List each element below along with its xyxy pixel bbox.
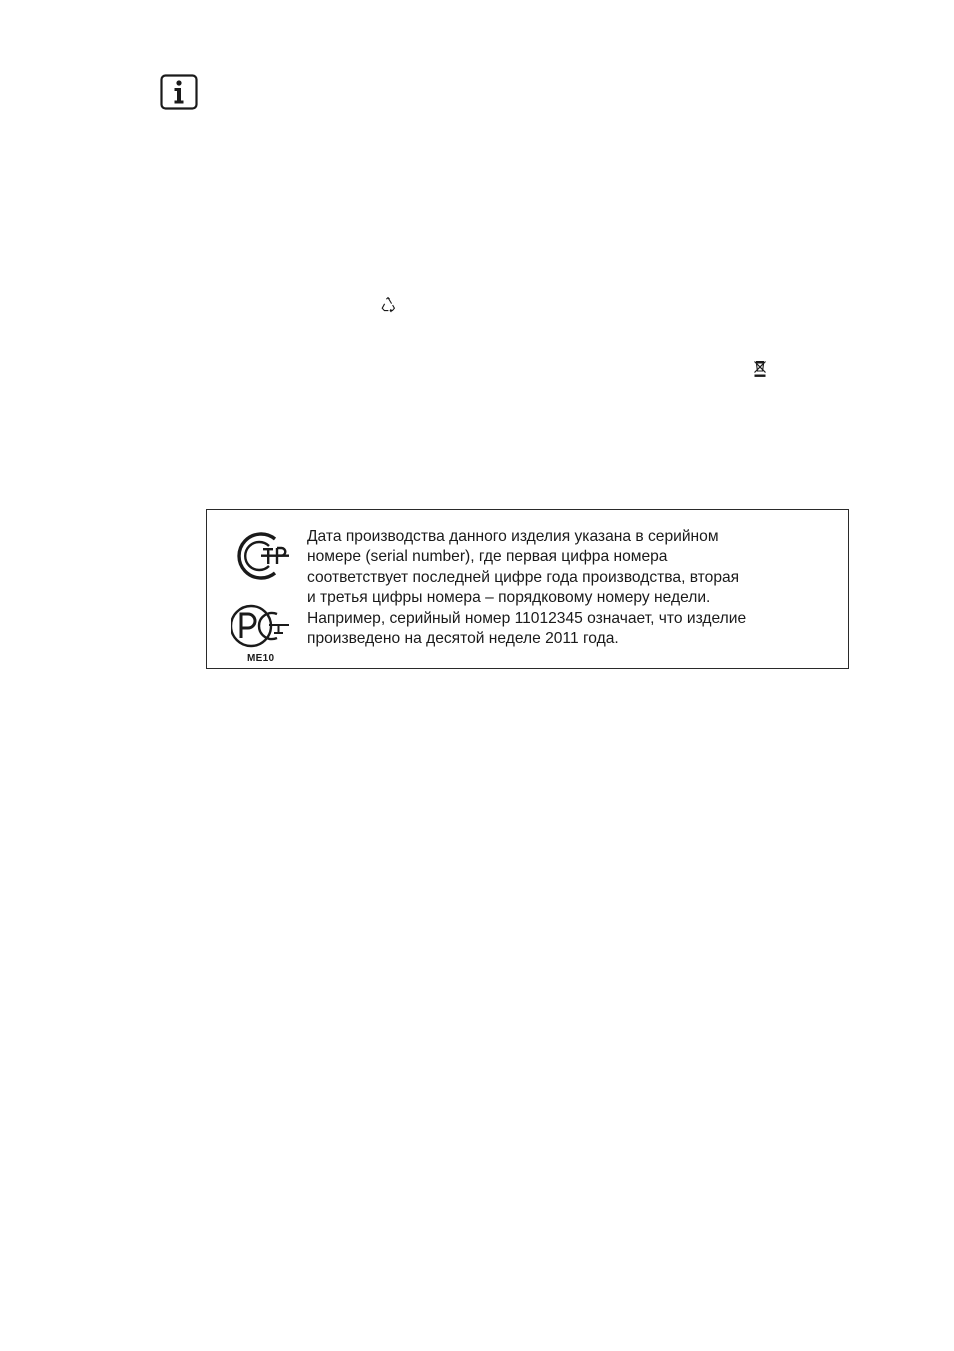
crossed-out-wheelie-bin-icon	[753, 360, 767, 378]
recycle-icon	[379, 296, 397, 314]
notice-line: соответствует последней цифре года производства, вторая	[307, 568, 740, 586]
notice-line: произведено на десятой неделе 2011 года.	[307, 630, 619, 648]
notice-line: номере (serial number), где первая цифра номера	[307, 548, 668, 566]
eac-certification-logo	[231, 530, 293, 582]
production-date-notice-text	[307, 527, 842, 649]
certification-notice	[206, 509, 849, 669]
notice-line: Например, серийный номер 11012345 означает, что изделие	[307, 609, 747, 627]
pct-certification-logo	[231, 602, 293, 650]
certification-logos	[229, 526, 299, 664]
certification-code: ME10	[247, 653, 275, 664]
notice-line: и третья цифры номера – порядковому номеру недели.	[307, 589, 711, 607]
info-icon	[160, 74, 198, 110]
notice-line: Дата производства данного изделия указана в серийном	[307, 528, 719, 545]
